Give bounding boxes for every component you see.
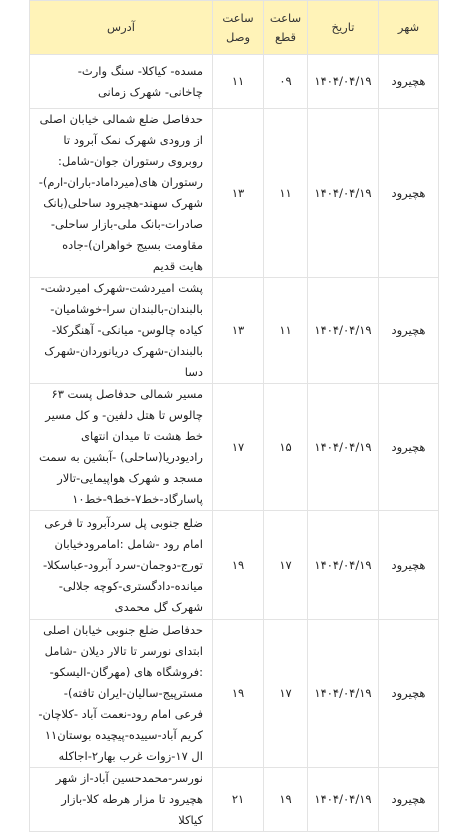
cell-connect-time: ۱۱: [213, 55, 264, 109]
cell-date: ۱۴۰۴/۰۴/۱۹: [308, 278, 379, 384]
cell-date: ۱۴۰۴/۰۴/۱۹: [308, 620, 379, 768]
cell-cut-time: ۱۵: [264, 384, 308, 511]
cell-city: هچیرود: [379, 511, 439, 620]
cell-address: پشت امیردشت-شهرک امیردشت-بالبندان-بالبندان سرا-خوشامیان-کیاده چالوس- میانکی- آهنگرکلا-بالبندان-شهرک دریانوردان-شهرک دسا: [30, 278, 213, 384]
table-row: [30, 511, 439, 620]
cell-date: ۱۴۰۴/۰۴/۱۹: [308, 384, 379, 511]
cell-address: نورسر-محمدحسین آباد-از شهر هچیرود تا مزار هرطه کلا-بازار کیاکلا: [30, 768, 213, 832]
cell-cut-time: ۱۷: [264, 620, 308, 768]
cell-connect-time: ۱۹: [213, 620, 264, 768]
cell-address: مسده- کیاکلا- سنگ وارث- چاخانی- شهرک زمانی: [30, 55, 213, 109]
header-cut-time: ساعت قطع: [264, 1, 308, 55]
cell-city: هچیرود: [379, 384, 439, 511]
cell-date: ۱۴۰۴/۰۴/۱۹: [308, 109, 379, 278]
cell-cut-time: ۱۷: [264, 511, 308, 620]
cell-cut-time: ۱۱: [264, 278, 308, 384]
cell-city: هچیرود: [379, 768, 439, 832]
header-connect-time: ساعت وصل: [213, 1, 264, 55]
cell-connect-time: ۱۷: [213, 384, 264, 511]
cell-address: حدفاصل ضلع جنوبی خیابان اصلی ابتدای نورسر تا تالار دیلان -شامل :فروشگاه های (مهرگان-الیسکو-مسترپیج-سالیان-ایران تافته)- فرعی امام رود-نعمت آباد -کلاچان-کریم آباد-سییده-پیچیده بوستان۱۱ ال ۱۷-زوات غرب بهار۲-اجاکله: [30, 620, 213, 768]
header-city: شهر: [379, 1, 439, 55]
table-row: [30, 109, 439, 278]
table-header: [30, 1, 439, 55]
table-row: [30, 278, 439, 384]
cell-cut-time: ۰۹: [264, 55, 308, 109]
cell-date: ۱۴۰۴/۰۴/۱۹: [308, 768, 379, 832]
table-row: [30, 620, 439, 768]
cell-date: ۱۴۰۴/۰۴/۱۹: [308, 511, 379, 620]
header-date: تاریخ: [308, 1, 379, 55]
cell-connect-time: ۱۹: [213, 511, 264, 620]
cell-city: هچیرود: [379, 109, 439, 278]
cell-cut-time: ۱۱: [264, 109, 308, 278]
cell-address: مسیر شمالی حدفاصل پست ۶۳ چالوس تا هتل دلفین- و کل مسیر خط هشت تا میدان انتهای رادیودریا(ساحلی) -آبشین به سمت مسجد و شهرک هواپیمایی-تالار پاسارگاد-خط۷-خط۹-خط۱۰: [30, 384, 213, 511]
cell-cut-time: ۱۹: [264, 768, 308, 832]
cell-connect-time: ۱۳: [213, 278, 264, 384]
power-outage-table: [29, 0, 439, 832]
table-row: [30, 55, 439, 109]
cell-city: هچیرود: [379, 55, 439, 109]
cell-city: هچیرود: [379, 620, 439, 768]
table-body: [30, 55, 439, 832]
cell-city: هچیرود: [379, 278, 439, 384]
cell-connect-time: ۱۳: [213, 109, 264, 278]
cell-date: ۱۴۰۴/۰۴/۱۹: [308, 55, 379, 109]
header-address: آدرس: [30, 1, 213, 55]
cell-address: حدفاصل ضلع شمالی خیابان اصلی از ورودی شهرک نمک آبرود تا روبروی رستوران جوان-شامل: رستوران های(میرداماد-باران-ارم)-شهرک سهند-هچیرود ساحلی(بانک صادرات-بانک ملی-بازار ساحلی-مقاومت بسیج خواهران)-جاده هایت قدیم: [30, 109, 213, 278]
header-row: [30, 1, 439, 55]
cell-address: ضلع جنوبی پل سردآبرود تا فرعی امام رود -شامل :امامرودخیابان تورج-دوجمان-سرد آبرود-عباسکلا-میانده-دادگستری-کوچه جلالی-شهرک گل محمدی: [30, 511, 213, 620]
table-row: [30, 384, 439, 511]
cell-connect-time: ۲۱: [213, 768, 264, 832]
